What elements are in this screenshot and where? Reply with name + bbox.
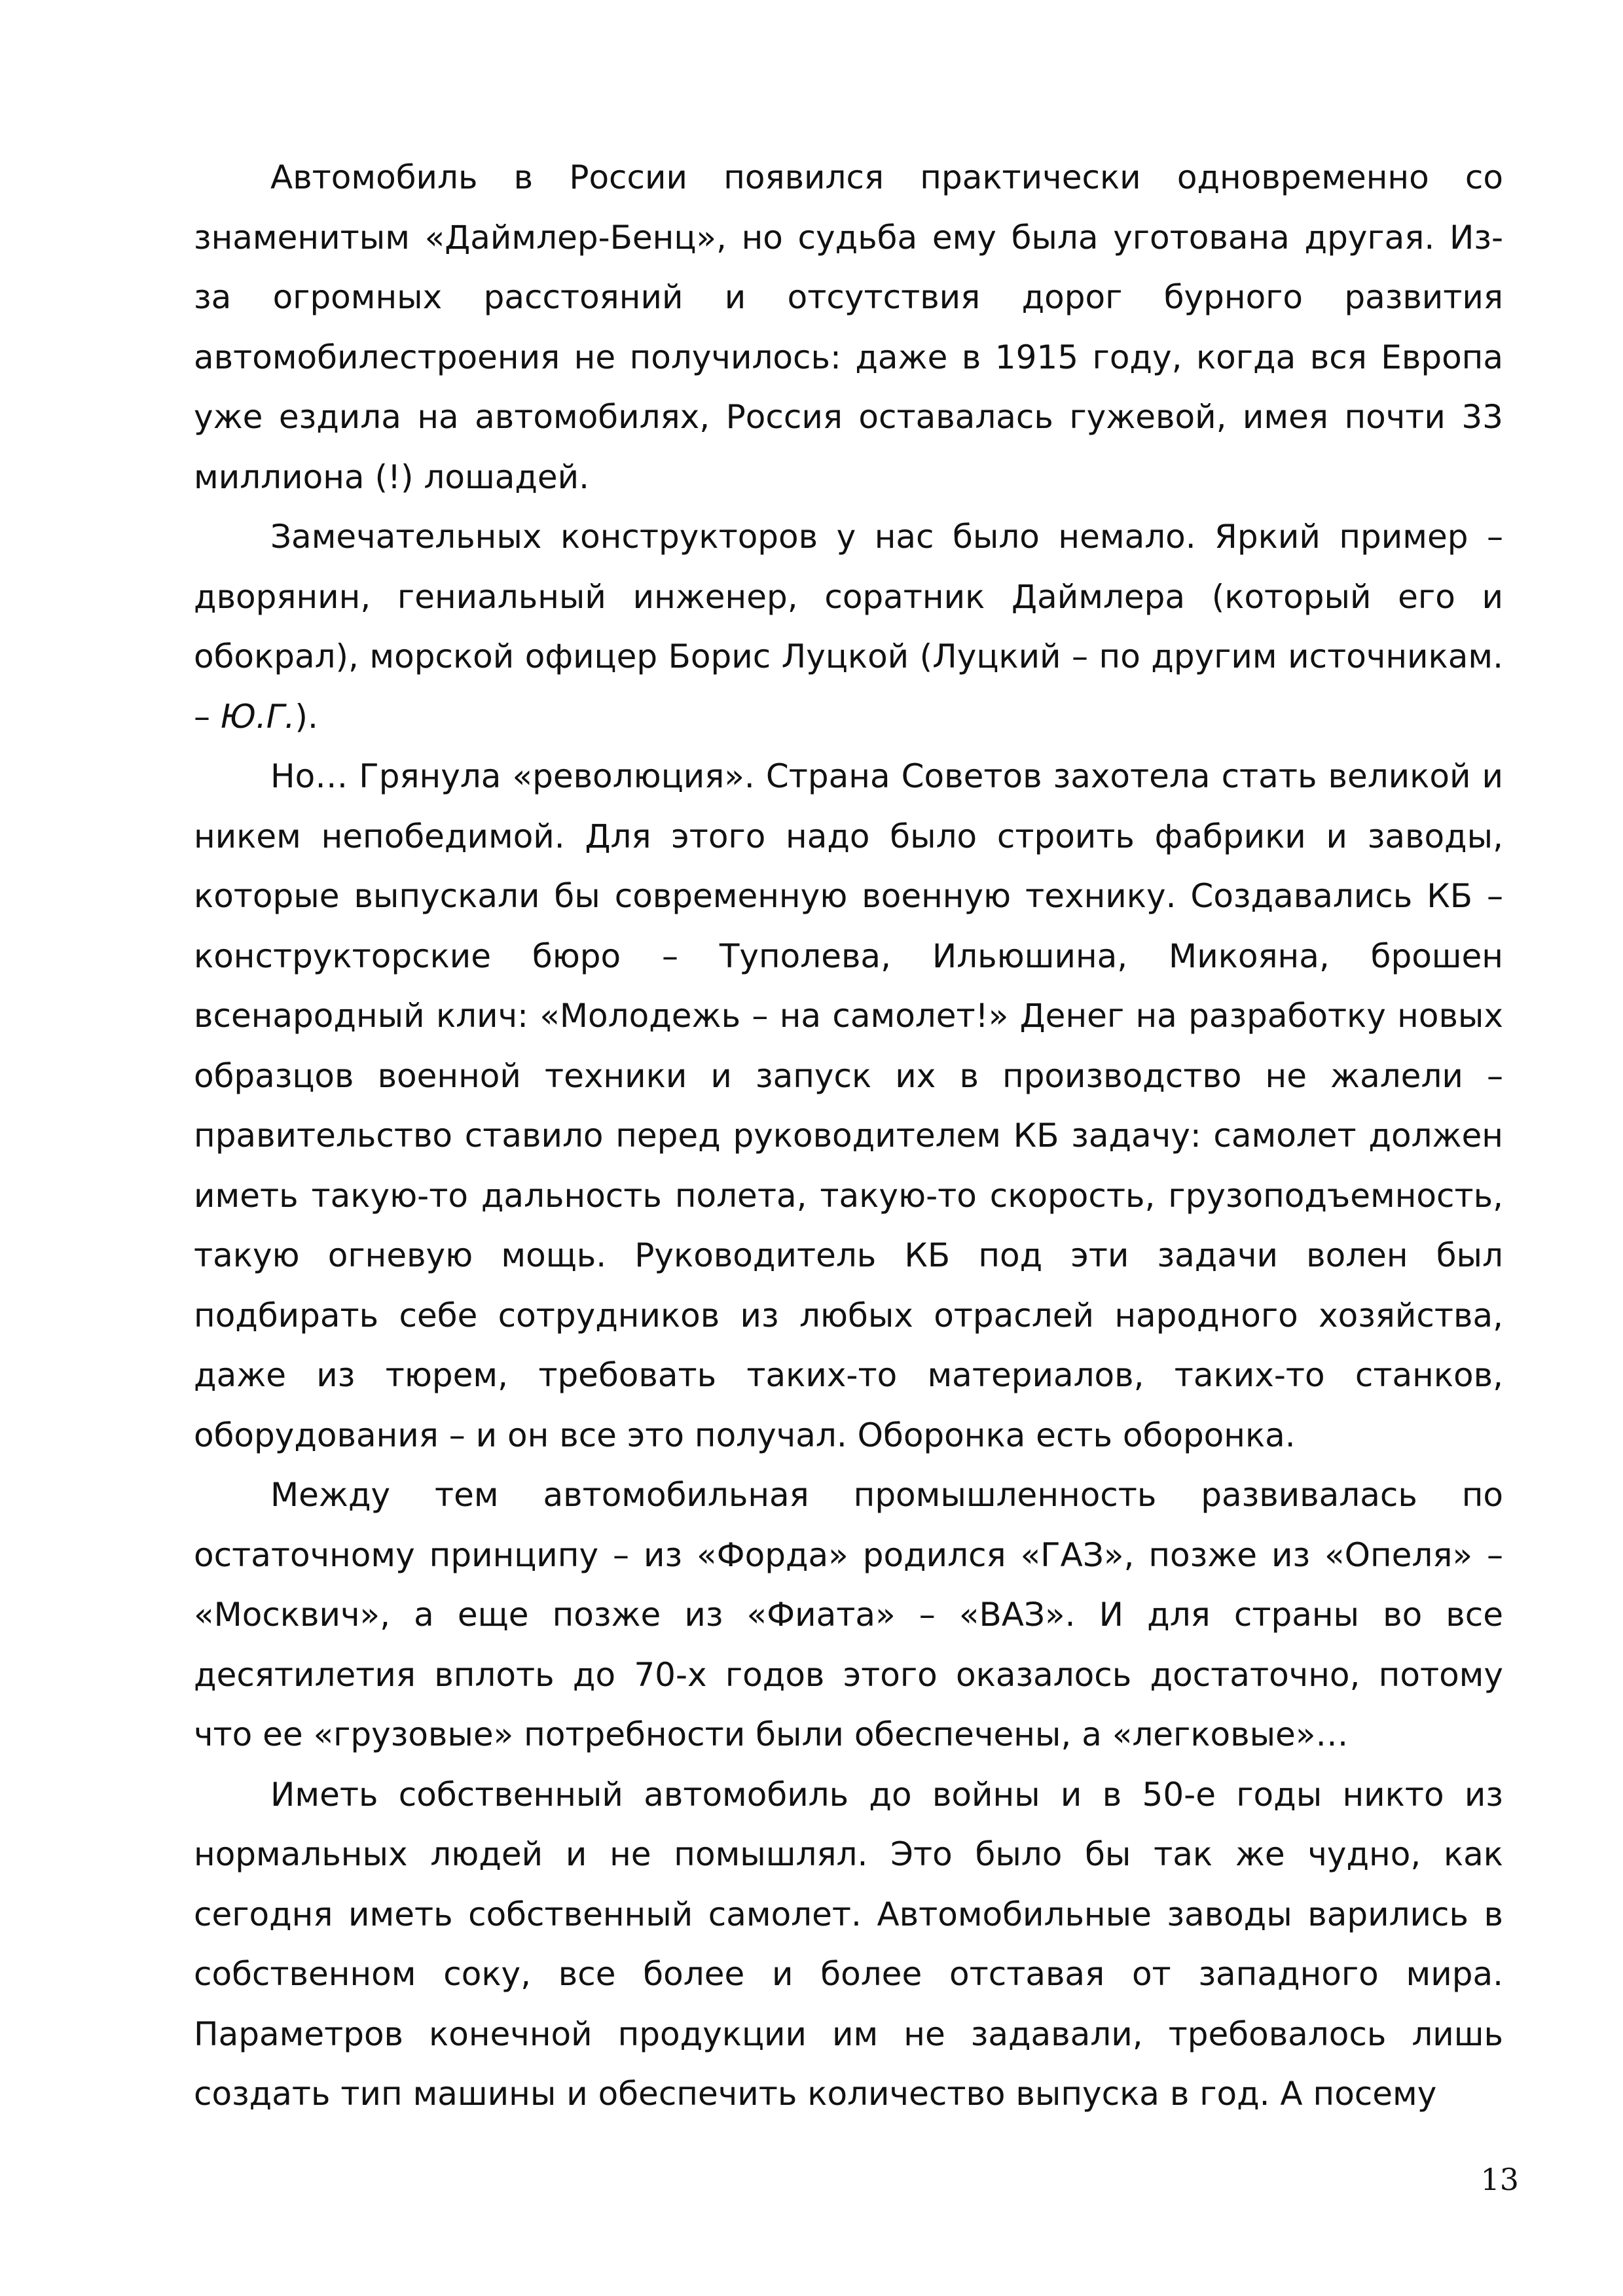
paragraph-5 xyxy=(194,1765,1503,2125)
body-text xyxy=(194,148,1503,2125)
paragraph-4-text: Между тем автомобильная промышленность развивалась по остаточному принципу – из «Форда» родился «ГАЗ», позже из «Опеля» – «Москвич», а еще позже из «Фиата» – «ВАЗ». И для страны во все десятилетия вплоть до 70-х годов этого оказалось достаточно, потому что ее «грузовые» потребности были обеспечены, а «легковые»… xyxy=(194,1476,1503,1753)
paragraph-5-text: Иметь собственный автомобиль до войны и в 50-е годы никто из нормальных людей и не помышлял. Это было бы так же чудно, как сегодня иметь собственный самолет. Автомобильные заводы варились в собственном соку, все более и более отставая от западного мира. Параметров конечной продукции им не задавали, требовалось лишь создать тип машины и обеспечить количество выпуска в год. А посему xyxy=(194,1775,1503,2113)
paragraph-3 xyxy=(194,747,1503,1465)
paragraph-3-text: Но… Грянула «революция». Страна Советов захотела стать великой и никем непобедимой. Для этого надо было строить фабрики и заводы, которые выпускали бы современную военную технику. Создавались КБ – конструкторские бюро – Туполева, Ильюшина, Микояна, брошен всенародный клич: «Молодежь – на самолет!» Денег на разработку новых образцов военной техники и запуск их в производство не жалели – правительство ставило перед руководителем КБ задачу: самолет должен иметь такую-то дальность полета, такую-то скорость, грузоподъемность, такую огневую мощь. Руководитель КБ под эти задачи волен был подбирать себе сотрудников из любых отраслей народного хозяйства, даже из тюрем, требовать таких-то материалов, таких-то станков, оборудования – и он все это получал. Оборонка есть оборонка. xyxy=(194,757,1503,1454)
paragraph-4 xyxy=(194,1465,1503,1765)
author-initials: Ю.Г. xyxy=(220,697,295,736)
paragraph-2 xyxy=(194,507,1503,747)
page-number: 13 xyxy=(1480,2162,1519,2197)
paragraph-1 xyxy=(194,148,1503,507)
paragraph-2-text: Замечательных конструкторов у нас было немало. Яркий пример – дворянин, гениальный инженер, соратник Даймлера (который его и обокрал), морской офицер Борис Луцкой (Луцкий – по другим источникам. – xyxy=(194,518,1503,736)
paragraph-2-tail: ). xyxy=(295,697,318,736)
paragraph-1-text: Автомобиль в России появился практически одновременно со знаменитым «Даймлер-Бенц», но судьба ему была уготована другая. Из-за огромных расстояний и отсутствия дорог бурного развития автомобилестроения не получилось: даже в 1915 году, когда вся Европа уже ездила на автомобилях, Россия оставалась гужевой, имея почти 33 миллиона (!) лошадей. xyxy=(194,158,1503,496)
